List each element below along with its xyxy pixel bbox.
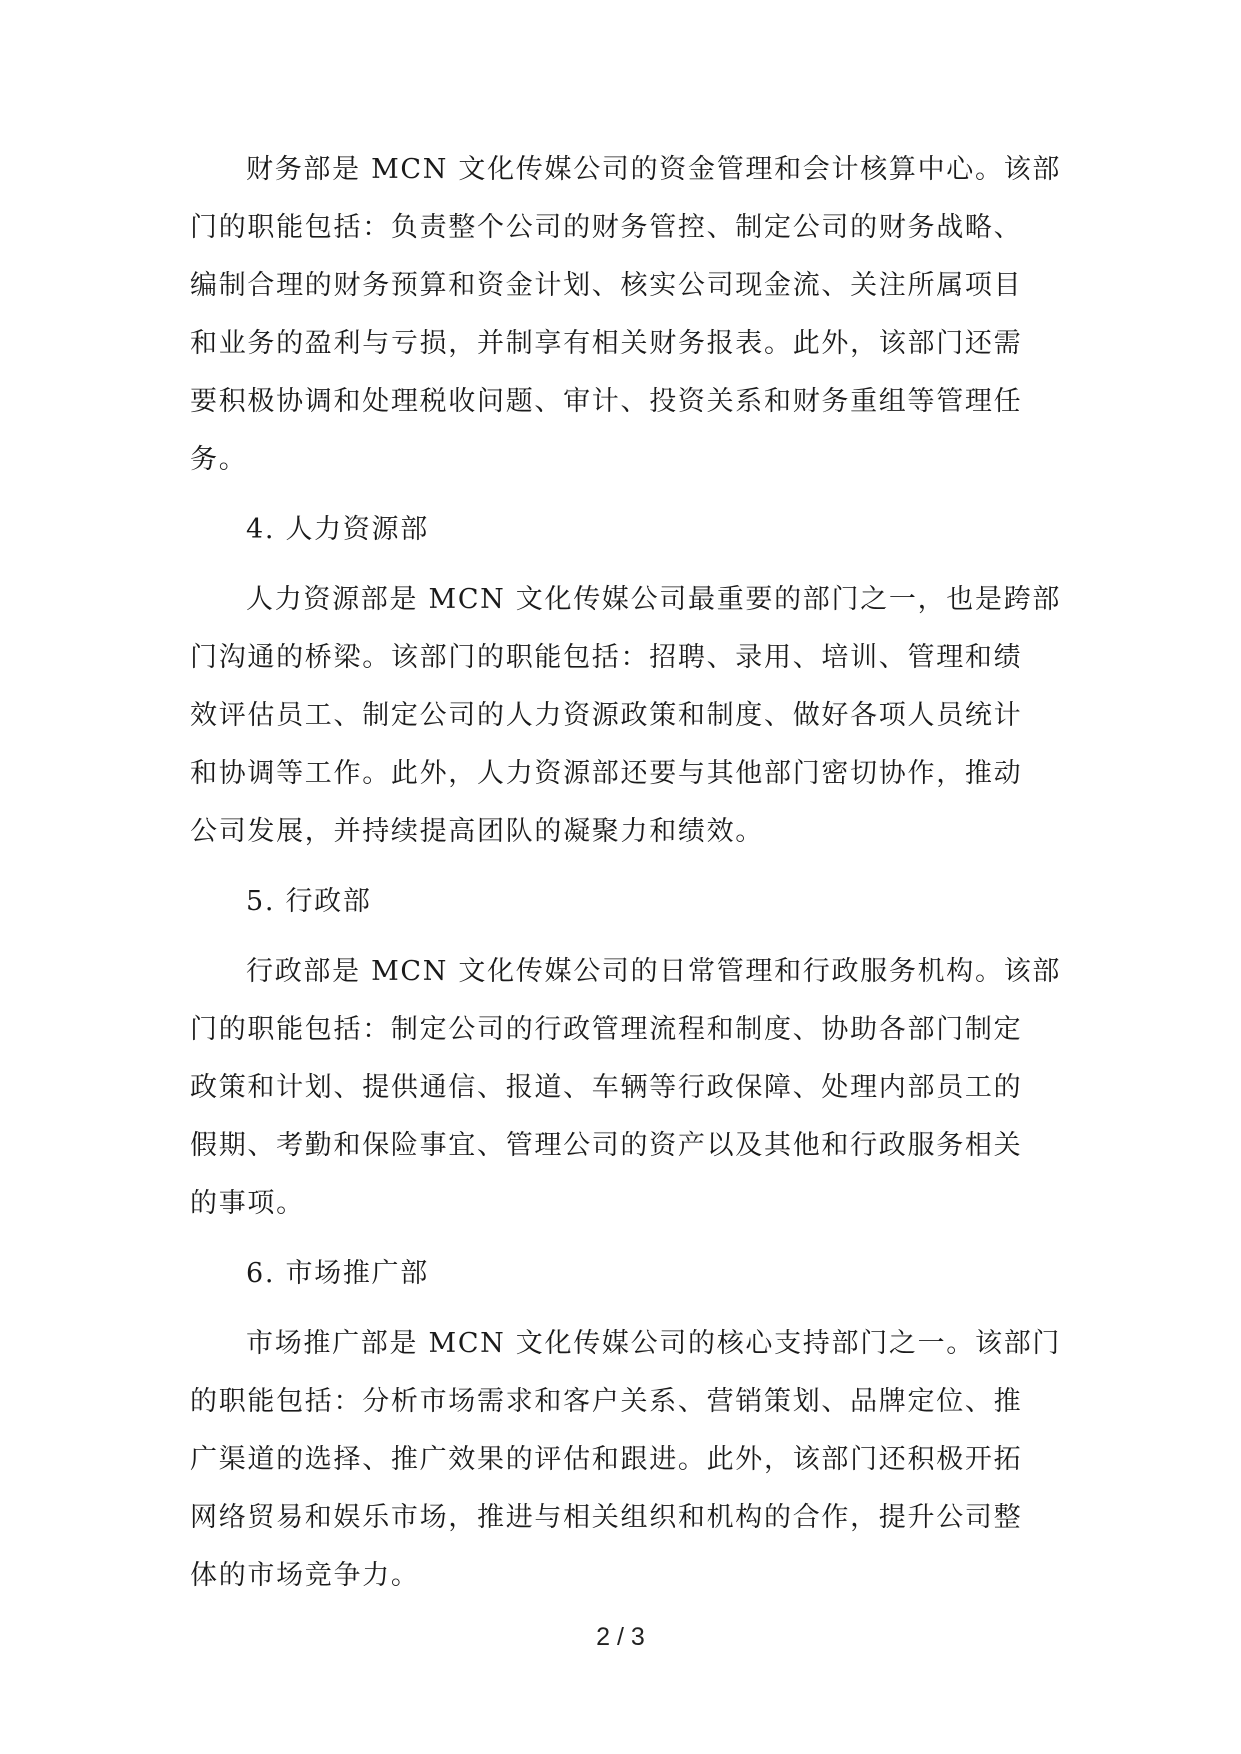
paragraph-line: 财务部是 MCN 文化传媒公司的资金管理和会计核算中心。该部 [246,154,1062,185]
paragraph-line: 的职能包括：分析市场需求和客户关系、营销策划、品牌定位、推 [190,1386,1023,1417]
paragraph-line: 广渠道的选择、推广效果的评估和跟进。此外，该部门还积极开拓 [190,1444,1023,1475]
section-heading-hr: 4. 人力资源部 [246,514,429,545]
paragraph-line: 假期、考勤和保险事宜、管理公司的资产以及其他和行政服务相关 [190,1130,1023,1161]
paragraph-line: 公司发展，并持续提高团队的凝聚力和绩效。 [190,816,764,847]
paragraph-line: 的事项。 [190,1188,305,1219]
paragraph-line: 门的职能包括：制定公司的行政管理流程和制度、协助各部门制定 [190,1014,1023,1045]
paragraph-line: 网络贸易和娱乐市场，推进与相关组织和机构的合作，提升公司整 [190,1502,1023,1533]
paragraph-line: 和协调等工作。此外，人力资源部还要与其他部门密切协作，推动 [190,758,1023,789]
section-heading-marketing: 6. 市场推广部 [246,1258,429,1289]
paragraph-line: 要积极协调和处理税收问题、审计、投资关系和财务重组等管理任 [190,386,1023,417]
paragraph-line: 政策和计划、提供通信、报道、车辆等行政保障、处理内部员工的 [190,1072,1023,1103]
paragraph-line: 市场推广部是 MCN 文化传媒公司的核心支持部门之一。该部门 [246,1328,1062,1359]
paragraph-line: 门沟通的桥梁。该部门的职能包括：招聘、录用、培训、管理和绩 [190,642,1023,673]
paragraph-line: 务。 [190,444,248,475]
paragraph-line: 行政部是 MCN 文化传媒公司的日常管理和行政服务机构。该部 [246,956,1062,987]
paragraph-line: 体的市场竞争力。 [190,1560,420,1591]
page-number: 2 / 3 [596,1623,645,1651]
paragraph-line: 效评估员工、制定公司的人力资源政策和制度、做好各项人员统计 [190,700,1023,731]
paragraph-line: 编制合理的财务预算和资金计划、核实公司现金流、关注所属项目 [190,270,1023,301]
paragraph-line: 和业务的盈利与亏损，并制享有相关财务报表。此外，该部门还需 [190,328,1023,359]
section-heading-admin: 5. 行政部 [246,886,372,917]
document-page [190,0,1062,1754]
paragraph-line: 人力资源部是 MCN 文化传媒公司最重要的部门之一，也是跨部 [246,584,1062,615]
paragraph-line: 门的职能包括：负责整个公司的财务管控、制定公司的财务战略、 [190,212,1023,243]
